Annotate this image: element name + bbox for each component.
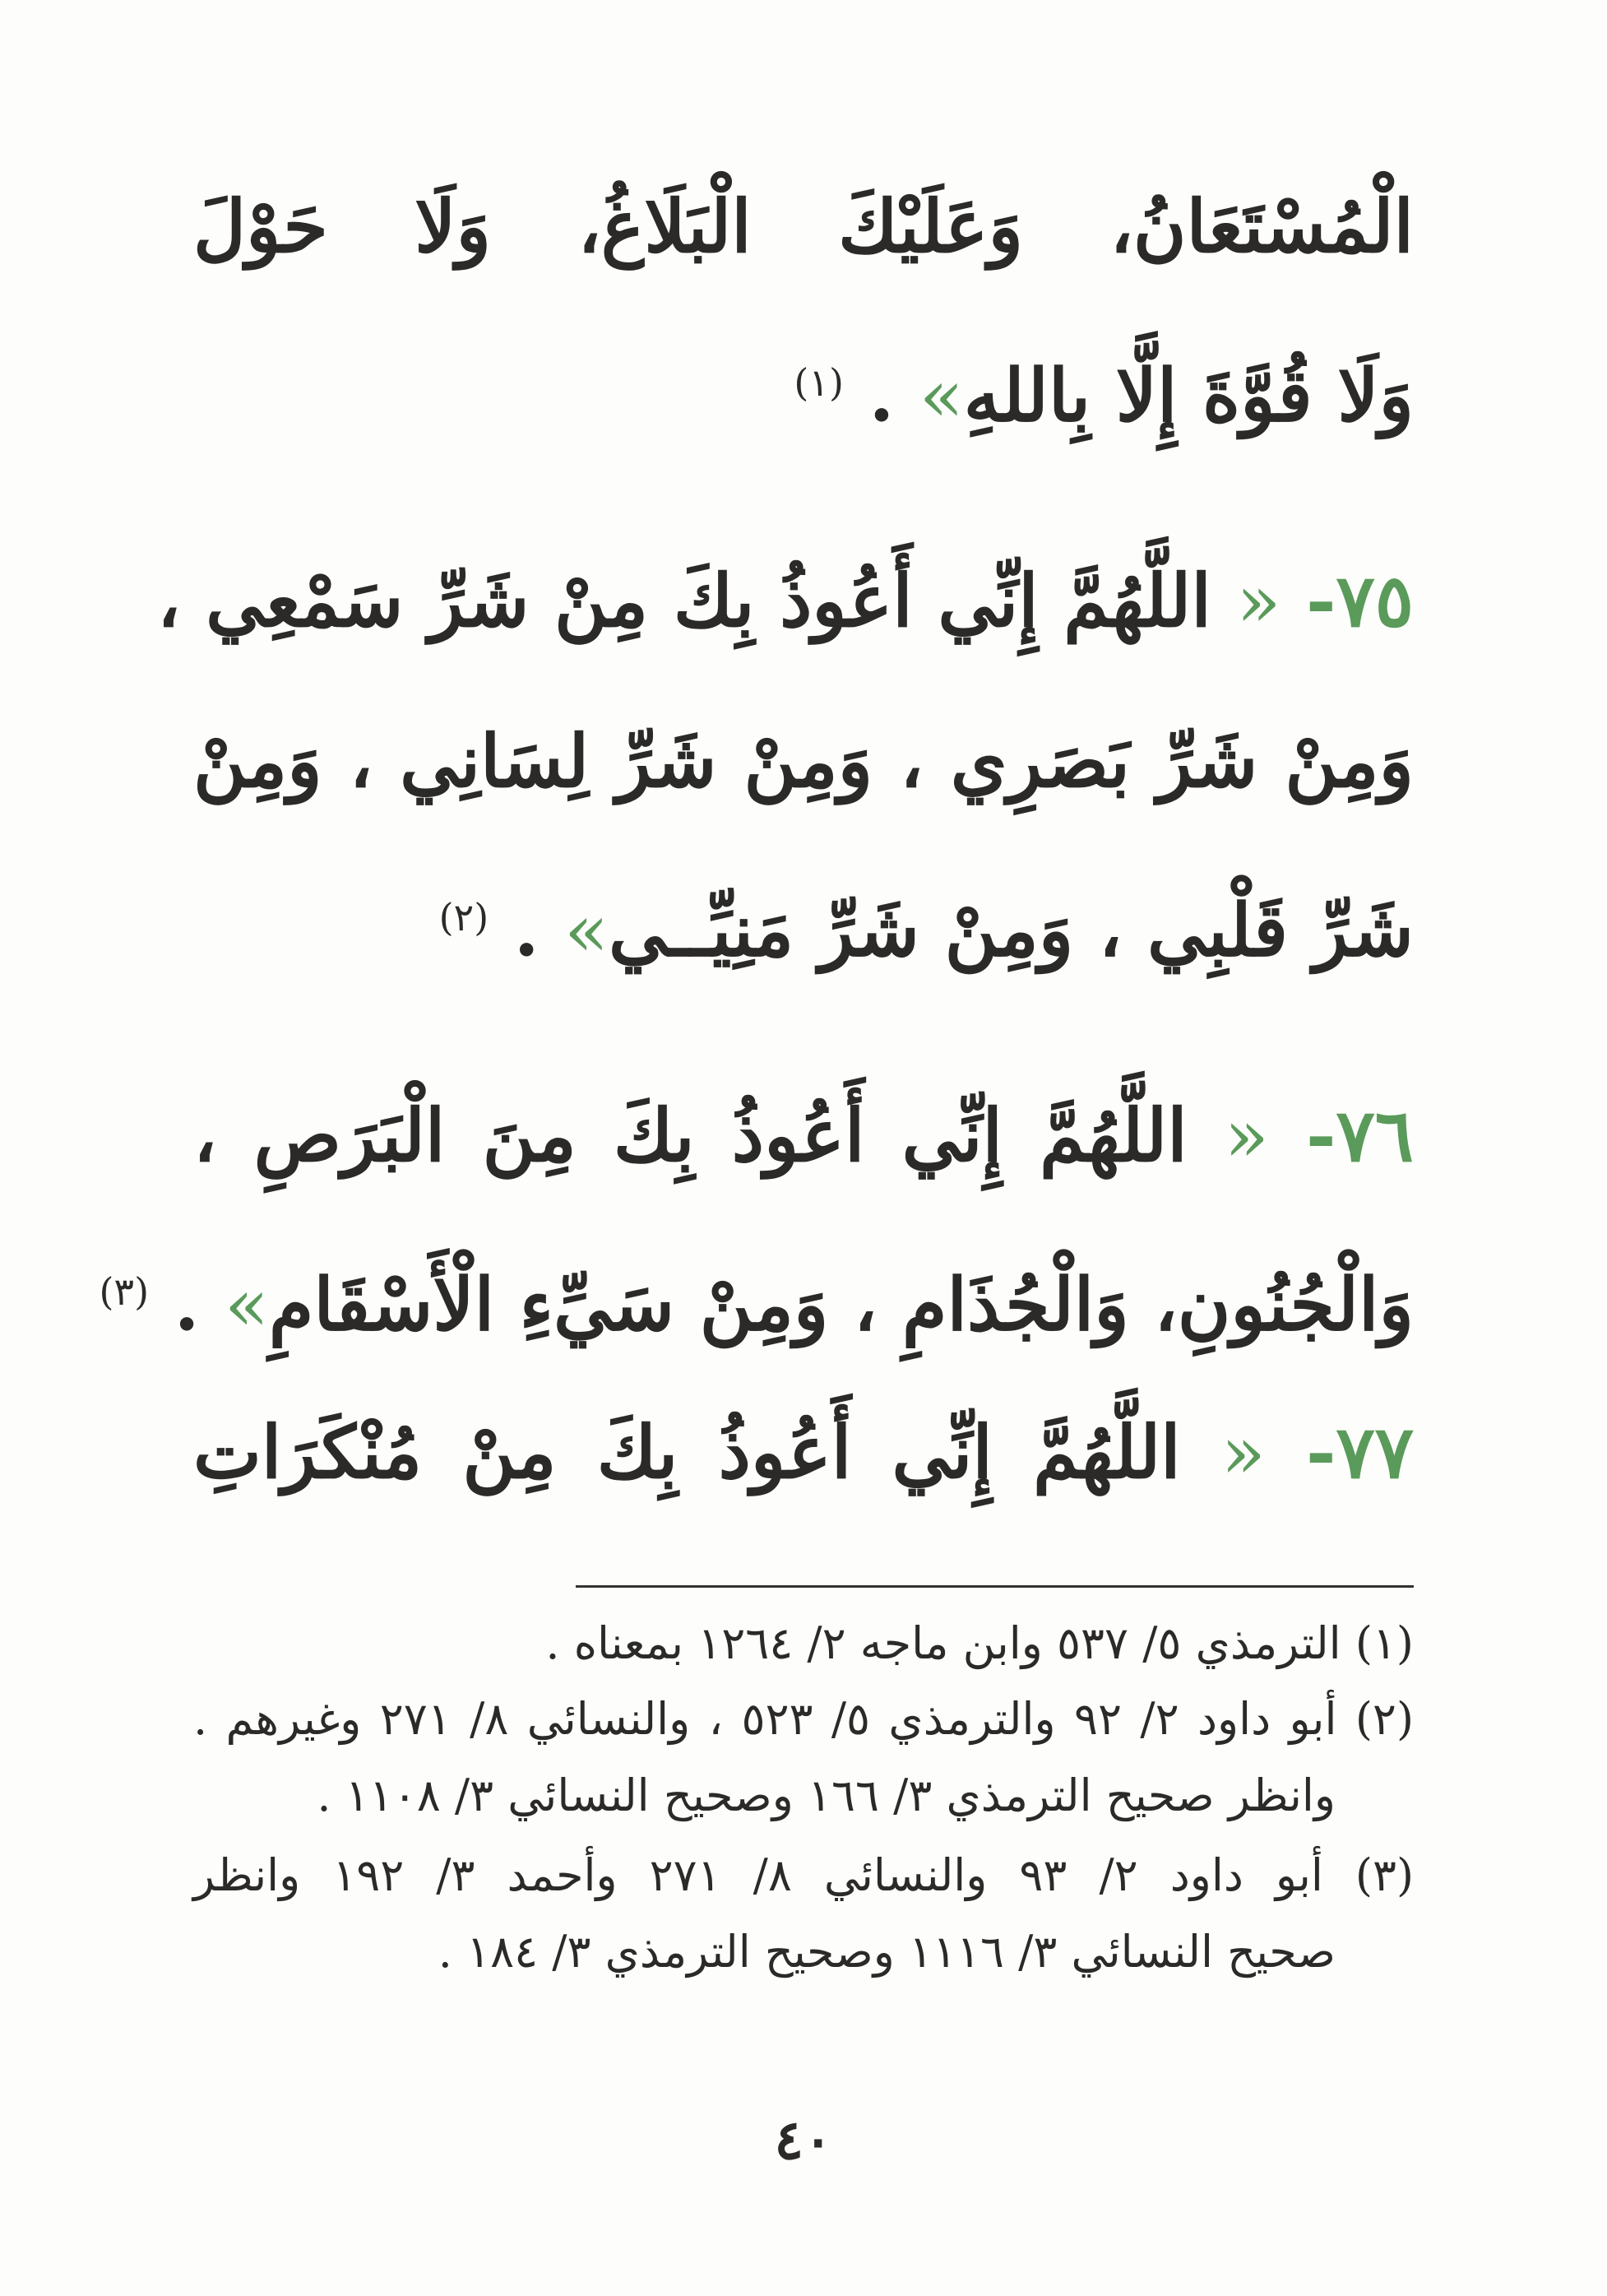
footnote-line: (٢) أبو داود ٢/ ٩٢ والترمذي ٥/ ٥٢٣ ، والنسائي ٨/ ٢٧١ وغيرهم . <box>193 1693 1415 1745</box>
footnote-line: (٣) أبو داود ٢/ ٩٣ والنسائي ٨/ ٢٧١ وأحمد ٣/ ١٩٢ وانظر <box>193 1849 1415 1901</box>
line-text: اللَّهُمَّ إِنِّي أَعُوذُ بِكَ مِنْ شَرِّ سَمْعِي ، <box>157 558 1237 643</box>
line-text: اللَّهُمَّ إِنِّي أَعُوذُ بِكَ مِنَ الْبَرَصِ ، <box>193 1092 1225 1178</box>
quote-bracket: » <box>225 1262 269 1347</box>
quote-bracket: » <box>564 888 609 973</box>
line-text: شَرِّ قَلْبِي ، وَمِنْ شَرِّ مَنِيِّــي <box>608 887 1414 973</box>
text-line <box>193 333 1414 445</box>
text-line <box>193 177 1414 276</box>
footnote-line: (١) الترمذي ٥/ ٥٣٧ وابن ماجه ٢/ ١٢٦٤ بمعناه . <box>545 1617 1414 1669</box>
footnote-reference: (٢) <box>438 895 489 939</box>
footnote-separator <box>576 1585 1414 1588</box>
line-text <box>1266 1409 1306 1495</box>
line-text: وَالْجُنُونِ، وَالْجُذَامِ ، وَمِنْ سَيِّءِ الْأَسْقَامِ <box>268 1261 1414 1347</box>
footnote-line: صحيح النسائي ٣/ ١١١٦ وصحيح الترمذي ٣/ ١٨٤ . <box>438 1926 1336 1978</box>
line-text: اللَّهُمَّ إِنِّي أَعُوذُ بِكَ مِنْ مُنْكَرَاتِ <box>193 1409 1221 1495</box>
quote-bracket: « <box>1236 559 1281 643</box>
text-line <box>193 868 1414 980</box>
line-text: وَمِنْ شَرِّ بَصَرِي ، وَمِنْ شَرِّ لِسَانِي ، وَمِنْ <box>193 718 1414 804</box>
quote-bracket: » <box>919 353 964 438</box>
quote-bracket: « <box>1224 1093 1269 1178</box>
footnote-reference: (٣) <box>99 1269 150 1314</box>
footnote-reference: (١) <box>794 360 844 405</box>
page-number: ٤٠ <box>774 2108 833 2172</box>
line-text <box>1269 1092 1306 1178</box>
line-text: وَلَا قُوَّةَ إِلَّا بِاللهِ <box>963 352 1414 438</box>
text-line <box>193 712 1414 810</box>
text-line <box>193 1086 1414 1185</box>
supplication-number: ٧٧- <box>1305 1409 1415 1495</box>
footnote-line: وانظر صحيح الترمذي ٣/ ١٦٦ وصحيح النسائي ٣/ ١١٠٨ . <box>317 1770 1336 1821</box>
line-text <box>1281 558 1306 643</box>
line-text: . <box>149 1261 225 1347</box>
line-text: . <box>843 352 919 438</box>
text-line <box>99 1242 1414 1354</box>
text-line <box>193 1403 1414 1502</box>
supplication-number: ٧٥- <box>1305 558 1414 643</box>
supplication-number: ٧٦- <box>1305 1092 1414 1178</box>
line-text: الْمُسْتَعَانُ، وَعَلَيْكَ الْبَلَاغُ، وَلَا حَوْلَ <box>193 183 1414 269</box>
quote-bracket: « <box>1220 1410 1266 1495</box>
line-text: . <box>489 887 565 973</box>
text-line <box>157 551 1414 651</box>
